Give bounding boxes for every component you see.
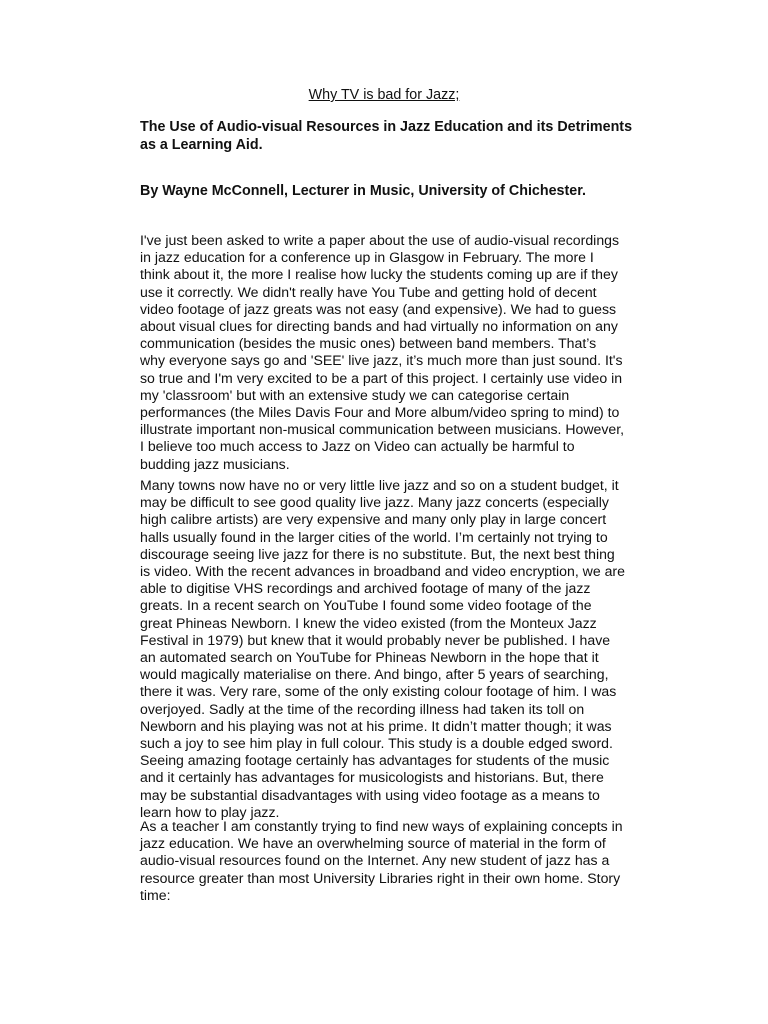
paragraph-line: greats. In a recent search on YouTube I found some video footage of the: [140, 597, 592, 614]
paragraph-line: I believe too much access to Jazz on Video can actually be harmful to: [140, 438, 575, 455]
paragraph-line: is video. With the recent advances in broadband and video encryption, we are: [140, 563, 625, 580]
paragraph-3: [140, 818, 640, 904]
paragraph-line: performances (the Miles Davis Four and More album/video spring to mind) to: [140, 404, 620, 421]
paragraph-2: [140, 477, 640, 821]
paragraph-line: illustrate important non-musical communication between musicians. However,: [140, 421, 625, 438]
paragraph-line: an automated search on YouTube for Phineas Newborn in the hope that it: [140, 649, 599, 666]
paragraph-line: overjoyed. Sadly at the time of the recording illness had taken its toll on: [140, 700, 585, 717]
paragraph-line: communication (besides the music ones) between band members. That’s: [140, 335, 597, 352]
paragraph-line: Seeing amazing footage certainly has advantages for students of the music: [140, 752, 610, 769]
paragraph-line: such a joy to see him play in full colour. This study is a double edged sword.: [140, 735, 613, 752]
subtitle-line: as a Learning Aid.: [140, 137, 263, 153]
paragraph-line: resource greater than most University Libraries right in their own home. Story: [140, 869, 621, 886]
paragraph-line: about visual clues for directing bands and had virtually no information on any: [140, 318, 618, 335]
paragraph-line: Newborn and his playing was not at his prime. It didn’t matter though; it was: [140, 717, 612, 734]
paragraph-line: use it correctly. We didn't really have You Tube and getting hold of decent: [140, 283, 597, 300]
paragraph-line: think about it, the more I realise how lucky the students coming up are if they: [140, 266, 618, 283]
paragraph-line: high calibre artists) are very expensive and many only play in large concert: [140, 511, 607, 528]
paragraph-line: halls usually found in the larger cities of the world. I’m certainly not trying to: [140, 528, 608, 545]
paragraph-line: would magically materialise on there. And bingo, after 5 years of searching,: [140, 666, 609, 683]
paragraph-line: in jazz education for a conference up in Glasgow in February. The more I: [140, 249, 594, 266]
paragraph-line: Festival in 1979) but knew that it would probably never be published. I have: [140, 631, 611, 648]
paragraph-line: Many towns now have no or very little live jazz and so on a student budget, it: [140, 477, 619, 493]
document-subtitle: [140, 118, 660, 154]
paragraph-line: may be difficult to see good quality live jazz. Many jazz concerts (especially: [140, 494, 609, 511]
author-byline: By Wayne McConnell, Lecturer in Music, University of Chichester.: [140, 183, 586, 199]
subtitle-line: The Use of Audio-visual Resources in Jazz Education and its Detriments: [140, 119, 633, 135]
paragraph-line: As a teacher I am constantly trying to find new ways of explaining concepts in: [140, 818, 623, 834]
paragraph-line: audio-visual resources found on the Internet. Any new student of jazz has a: [140, 852, 610, 869]
paragraph-line: time:: [140, 886, 171, 903]
paragraph-line: I've just been asked to write a paper about the use of audio-visual recordings: [140, 232, 620, 248]
paragraph-line: there it was. Very rare, some of the only existing colour footage of him. I was: [140, 683, 617, 700]
paragraph-1: [140, 232, 640, 473]
paragraph-line: able to digitise VHS recordings and archived footage of many of the jazz: [140, 580, 591, 597]
paragraph-line: discourage seeing live jazz for there is no substitute. But, the next best thing: [140, 545, 615, 562]
paragraph-line: learn how to play jazz.: [140, 803, 280, 820]
paragraph-line: so true and I'm very excited to be a part of this project. I certainly use video in: [140, 369, 623, 386]
paragraph-line: may be substantial disadvantages with using video footage as a means to: [140, 786, 600, 803]
paragraph-line: why everyone says go and 'SEE' live jazz, it’s much more than just sound. It's: [140, 352, 623, 369]
paragraph-line: jazz education. We have an overwhelming source of material in the form of: [140, 835, 606, 852]
paragraph-line: my 'classroom' but with an extensive study we can categorise certain: [140, 386, 570, 403]
document-heading: Why TV is bad for Jazz;: [308, 87, 460, 103]
paragraph-line: budding jazz musicians.: [140, 455, 290, 472]
paragraph-line: great Phineas Newborn. I knew the video existed (from the Monteux Jazz: [140, 614, 597, 631]
paragraph-line: video footage of jazz greats was not easy (and expensive). We had to guess: [140, 300, 617, 317]
paragraph-line: and it certainly has advantages for musicologists and historians. But, there: [140, 769, 604, 786]
